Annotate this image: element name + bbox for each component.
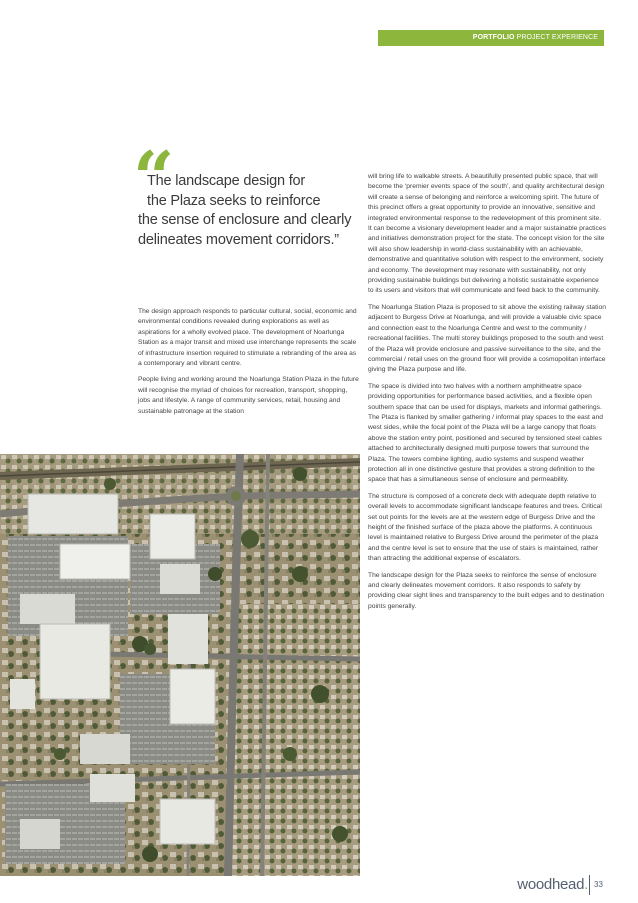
left-column-body [138,307,360,423]
pull-quote-line: the sense of enclosure and clearly [138,212,352,228]
section-header-bar [378,30,604,46]
pull-quote-line: The landscape design for [147,173,306,189]
aerial-site-photo [0,454,360,876]
pull-quote-line: delineates movement corridors.” [138,231,339,248]
body-paragraph: The design approach responds to particular cultural, social, economic and environmental conditions revealed during explorations as well as aspirations for a wholly evolved place. The development of Noarlunga Station as a major transit and mixed use interchange represents the scale of infrastructure insertion required to stimulate a rebranding of the area as a contemporary and vibrant centre. [138,308,357,368]
body-paragraph: will bring life to walkable streets. A beautifully presented public space, that will become the ‘premier events space of the south’, and quality architectural design will create a sense of belonging and reinforce a welcoming spirit. The future of this precinct offers a great opportunity to provide an innovative, sensitive and integrated environmental response to the redevelopment of this prominent site. It can become a visionary development leader and a major sustainable practices and initiatives demonstration project for the state. The concept vision for the site will also show leadership in world-class sustainability with an achievable, demonstrative and quantitative solution with respect to the environment, society and economy. The development may resonate with sustainability, not only providing sustainable buildings but delivering a holistic sustainable experience to its users and visitors that will communicate and feed back to the community. [368,173,606,295]
body-paragraph: The landscape design for the Plaza seeks to reinforce the sense of enclosure and clearly delineates movement corridors. It also responds to safety by providing clear sight lines and transparency to the built edges and to destination points generally. [368,571,605,610]
aerial-photo-graphic [0,454,360,876]
footer-divider [589,875,590,895]
pull-quote-line: the Plaza seeks to reinforce [147,192,321,209]
right-column-body [368,172,606,618]
body-paragraph: The structure is composed of a concrete deck with adequate depth relative to overall levels to accommodate significant landscape features and trees. Critical set out points for the levels are at the western edge of Burgess Drive and the height of the finished surface of the plaza above the platforms. A continuous level is maintained relative to Burgess Drive around the perimeter of the plaza and the centre level is set to ensure that the use of stairs is maintained, rather than attracting the additional expense of escalators. [368,492,602,563]
section-label-rest: PROJECT EXPERIENCE [516,34,598,41]
logo-text: woodhead [517,876,585,893]
body-paragraph: The space is divided into two halves with a northern amphitheatre space providing opportunities for performance based activities, and a flexible open southern space that can be used for displays, markets and informal gatherings. The Plaza is flanked by smaller gathering / informal play spaces to the east and west sides, while the focal point of the Plaza will be a large canopy that floats above the station entry point, positioned and secured by tensioned steel cables attached to architecturally designed multi purpose towers that surround the Plaza. The towers combine lighting, audio systems and suspend weather protection all in one distinctive gesture that provides a strong definition to the space that has a simultaneous sense of enclosure and permeability. [368,382,603,484]
page-number: 33 [594,880,603,889]
body-paragraph: People living and working around the Noarlunga Station Plaza in the future will recognise the myriad of choices for recreation, transport, shopping, jobs and lifestyle. A range of community services, retail, housing and sustainable patronage at the station [138,376,359,415]
body-paragraph: The Noarlunga Station Plaza is proposed to sit above the existing railway station adjacent to Burgess Drive at Noarlunga, and will provide a valuable civic space and connection east to the Noarlunga Centre and west to the community / recreational facilities. The multi storey buildings proposed to the south and west of the Plaza will provide enclosure and passive surveillance to the site, and the commercial / retail uses on the ground floor will provide a cosmopolitan interface giving the Plaza purpose and life. [368,303,606,374]
section-label-bold: PORTFOLIO [472,34,515,41]
quote-mark-icon: “ [133,135,175,220]
pull-quote [138,172,360,250]
woodhead-logo [498,876,588,893]
logo-dot: . [584,876,588,893]
